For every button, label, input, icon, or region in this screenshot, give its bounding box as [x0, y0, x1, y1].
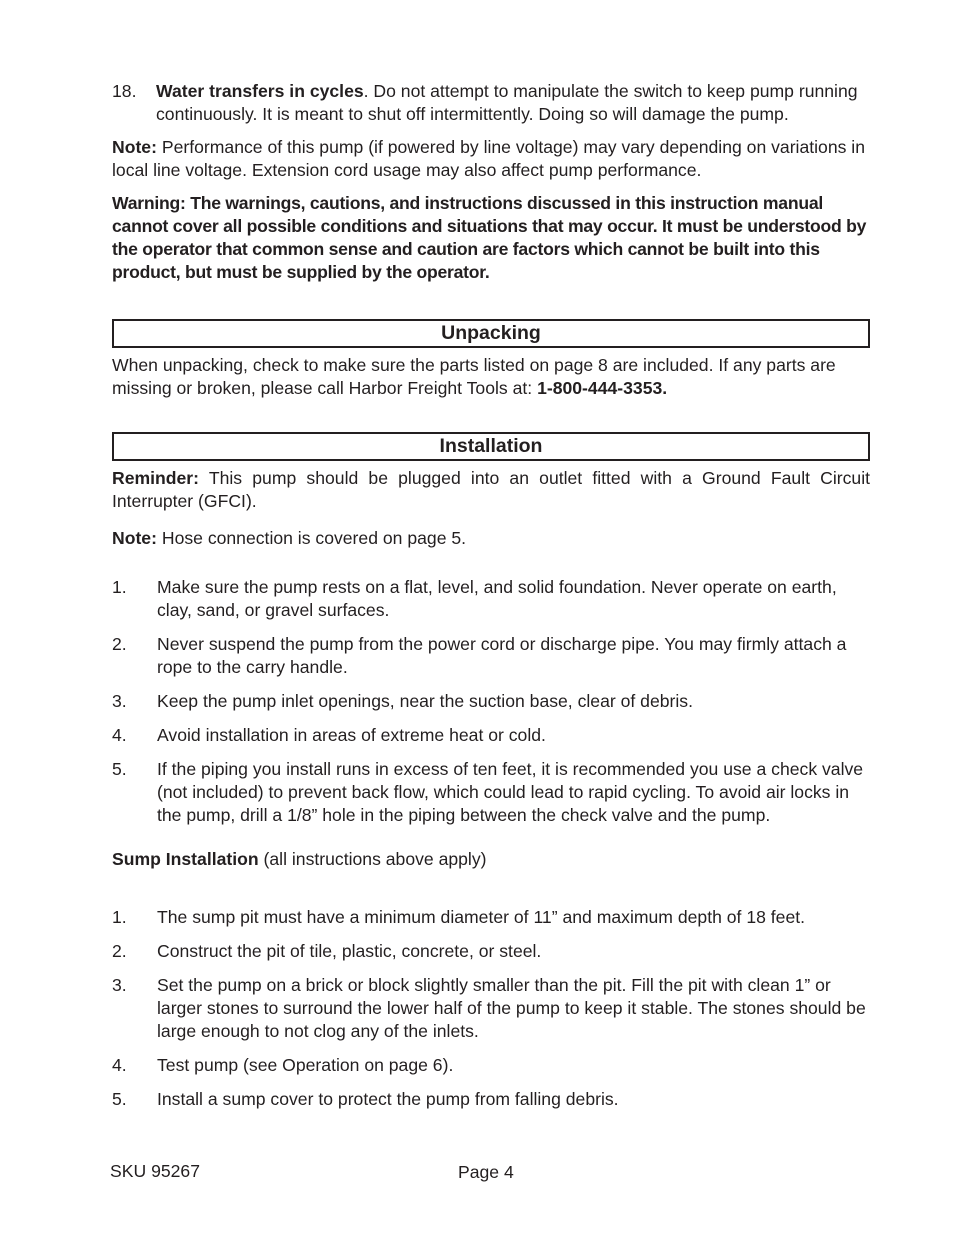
sump-installation-heading — [112, 848, 870, 871]
item-text: . Do not attempt to manipulate the switch to keep pump running continuously. It is meant to shut off intermittently. Doing so will damage the pump. — [156, 81, 858, 124]
list-item-18 — [112, 80, 870, 126]
sump-title: Sump Installation — [112, 849, 259, 869]
note-label: Note: — [112, 137, 157, 157]
item-number: 18. — [112, 81, 137, 101]
list-item — [112, 974, 870, 1043]
unpacking-text — [112, 354, 870, 400]
list-item — [112, 690, 870, 713]
sump-subtext: (all instructions above apply) — [258, 849, 487, 869]
step-number: 4. — [112, 1055, 127, 1075]
performance-note — [112, 136, 870, 182]
step-text: Construct the pit of tile, plastic, concrete, or steel. — [157, 941, 542, 961]
step-number: 5. — [112, 1089, 127, 1109]
sump-steps — [112, 906, 870, 1111]
step-number: 4. — [112, 725, 127, 745]
phone-number: 1-800-444-3353. — [537, 378, 668, 398]
installation-steps — [112, 576, 870, 827]
step-number: 5. — [112, 759, 127, 779]
step-text: Set the pump on a brick or block slightly smaller than the pit. Fill the pit with clean 1” or larger stones to surround the lower half of the pump to keep it stable. The stones should be large enough to not clog any of the inlets. — [157, 975, 866, 1041]
unpacking-body: When unpacking, check to make sure the parts listed on page 8 are included. If any parts are missing or broken, please call Harbor Freight Tools at: — [112, 355, 836, 398]
hose-note — [112, 527, 870, 550]
step-number: 3. — [112, 975, 127, 995]
reminder-paragraph — [112, 467, 870, 513]
list-item — [112, 576, 870, 622]
reminder-label: Reminder: — [112, 468, 200, 488]
manual-page — [112, 80, 870, 1122]
note-label: Note: — [112, 528, 157, 548]
note-text: Performance of this pump (if powered by line voltage) may vary depending on variations in local line voltage. Extension cord usage may also affect pump performance. — [112, 137, 865, 180]
step-number: 2. — [112, 634, 127, 654]
step-text: Make sure the pump rests on a flat, level, and solid foundation. Never operate on earth, clay, sand, or gravel surfaces. — [157, 577, 837, 620]
step-text: Test pump (see Operation on page 6). — [157, 1055, 454, 1075]
step-number: 1. — [112, 577, 127, 597]
footer-page-number: Page 4 — [458, 1162, 514, 1182]
item-heading: Water transfers in cycles — [156, 81, 364, 101]
step-text: The sump pit must have a minimum diameter of 11” and maximum depth of 18 feet. — [157, 907, 806, 927]
list-item — [112, 633, 870, 679]
warning-paragraph: Warning: The warnings, cautions, and instructions discussed in this instruction manual cannot cover all possible conditions and situations that may occur. It must be understood by the operator that common sense and caution are factors which cannot be built into this product, but must be supplied by the operator. — [112, 193, 867, 282]
step-text: Never suspend the pump from the power cord or discharge pipe. You may firmly attach a rope to the carry handle. — [157, 634, 847, 677]
list-item — [112, 1088, 870, 1111]
step-number: 1. — [112, 907, 127, 927]
list-item — [112, 906, 870, 929]
step-text: Install a sump cover to protect the pump from falling debris. — [157, 1089, 619, 1109]
list-item — [112, 940, 870, 963]
step-number: 3. — [112, 691, 127, 711]
list-item — [112, 758, 870, 827]
unpacking-heading: Unpacking — [112, 319, 870, 348]
installation-heading: Installation — [112, 432, 870, 461]
step-text: Keep the pump inlet openings, near the suction base, clear of debris. — [157, 691, 693, 711]
list-item — [112, 724, 870, 747]
step-number: 2. — [112, 941, 127, 961]
reminder-text: This pump should be plugged into an outlet fitted with a Ground Fault Circuit Interrupter (GFCI). — [112, 468, 870, 511]
step-text: Avoid installation in areas of extreme heat or cold. — [157, 725, 546, 745]
list-item — [112, 1054, 870, 1077]
step-text: If the piping you install runs in excess of ten feet, it is recommended you use a check valve (not included) to prevent back flow, which could lead to rapid cycling. To avoid air locks in the pump, drill a 1/8” hole in the piping between the check valve and the pump. — [157, 759, 864, 825]
footer-sku: SKU 95267 — [110, 1161, 200, 1181]
note-text: Hose connection is covered on page 5. — [156, 528, 467, 548]
